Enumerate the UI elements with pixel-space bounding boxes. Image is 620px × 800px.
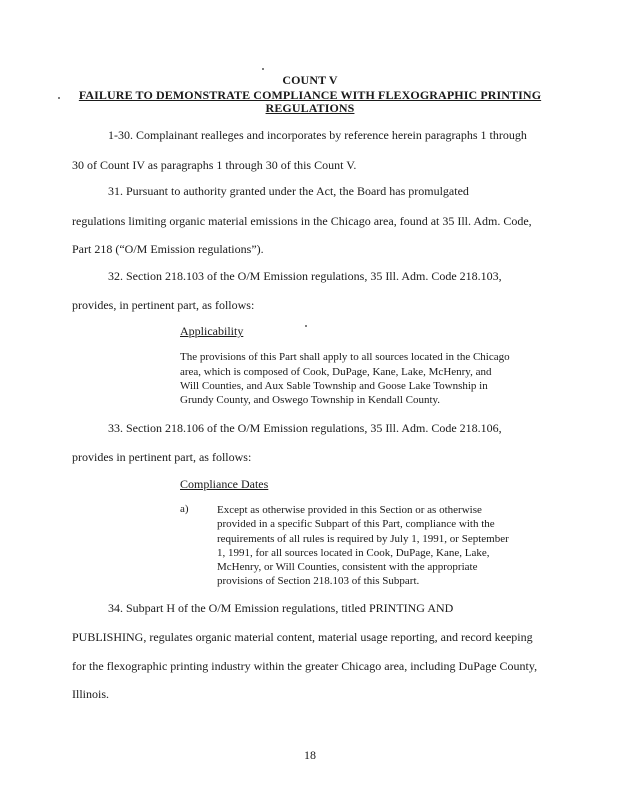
paragraph-31-line-2: regulations limiting organic material emissions in the Chicago area, found at 35 Ill. Adm. Code,	[72, 214, 532, 228]
paragraph-34-line-3: for the flexographic printing industry within the greater Chicago area, including DuPage County,	[72, 659, 538, 673]
compliance-dates-heading: Compliance Dates	[180, 477, 269, 491]
compliance-quote-line-2: provided in a specific Subpart of this Part, compliance with the	[217, 518, 495, 530]
compliance-quote-line-1: Except as otherwise provided in this Section or as otherwise	[217, 504, 482, 516]
applicability-quote-line-1: The provisions of this Part shall apply to all sources located in the Chicago	[180, 351, 510, 363]
applicability-quote-line-3: Will Counties, and Aux Sable Township and Goose Lake Township in	[180, 380, 488, 392]
page-number: 18	[304, 748, 316, 762]
paragraph-33-line-2: provides in pertinent part, as follows:	[72, 450, 252, 464]
paragraph-1-30-line-2: 30 of Count IV as paragraphs 1 through 30 of this Count V.	[72, 158, 357, 172]
scan-speck	[305, 325, 307, 327]
paragraph-32-line-2: provides, in pertinent part, as follows:	[72, 298, 255, 312]
compliance-item-label: a)	[180, 503, 189, 515]
scan-speck	[262, 68, 264, 70]
paragraph-33-line-1: 33. Section 218.106 of the O/M Emission regulations, 35 Ill. Adm. Code 218.106,	[108, 421, 502, 435]
paragraph-31-line-1: 31. Pursuant to authority granted under the Act, the Board has promulgated	[108, 184, 469, 198]
applicability-heading: Applicability	[180, 324, 244, 338]
paragraph-34-line-2: PUBLISHING, regulates organic material content, material usage reporting, and record keeping	[72, 630, 533, 644]
applicability-quote-line-2: area, which is composed of Cook, DuPage, Kane, Lake, McHenry, and	[180, 366, 492, 378]
count-heading: COUNT V	[282, 73, 338, 87]
compliance-quote-line-5: McHenry, or Will Counties, consistent with the appropriate	[217, 561, 478, 573]
paragraph-34-line-1: 34. Subpart H of the O/M Emission regulations, titled PRINTING AND	[108, 601, 454, 615]
compliance-quote-line-6: provisions of Section 218.103 of this Subpart.	[217, 575, 420, 587]
paragraph-32-line-1: 32. Section 218.103 of the O/M Emission regulations, 35 Ill. Adm. Code 218.103,	[108, 269, 502, 283]
compliance-quote-line-4: 1, 1991, for all sources located in Cook, DuPage, Kane, Lake,	[217, 547, 490, 559]
paragraph-34-line-4: Illinois.	[72, 687, 110, 701]
applicability-quote-line-4: Grundy County, and Oswego Township in Kendall County.	[180, 394, 441, 406]
paragraph-1-30-line-1: 1-30. Complainant realleges and incorporates by reference herein paragraphs 1 through	[108, 128, 527, 142]
compliance-quote-line-3: requirements of all rules is required by July 1, 1991, or September	[217, 533, 509, 545]
paragraph-31-line-3: Part 218 (“O/M Emission regulations”).	[72, 242, 264, 256]
count-title-line-2: REGULATIONS	[265, 101, 355, 115]
count-title-line-1: FAILURE TO DEMONSTRATE COMPLIANCE WITH FLEXOGRAPHIC PRINTING	[78, 88, 542, 102]
